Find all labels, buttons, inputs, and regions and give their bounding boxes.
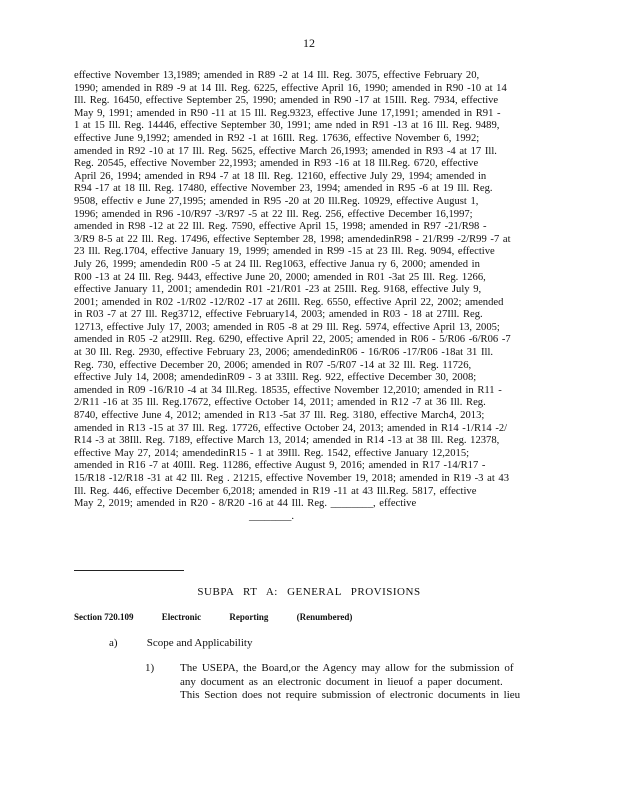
history-line: amended in R05 -2 at29Ill. Reg. 6290, effective April 22, 2005; amended in R06 - 5/R06 -6/R06 -7 bbox=[74, 334, 511, 346]
history-line: Reg. 20545, effective November 22,1993; amended in R93 -16 at 18 Ill.Reg. 6720, effective bbox=[74, 158, 479, 170]
history-line: amended in R09 -16/R10 -4 at 34 Ill.Reg. 18535, effective November 12,2010; amended in R11 - bbox=[74, 384, 502, 396]
subpart-title: SUBPA RT A: GENERAL PROVISIONS bbox=[197, 586, 421, 598]
history-line: amended in R92 -10 at 17 Ill. Reg. 5625, effective March 26,1993; amended in R93 -4 at 17 Ill. bbox=[74, 145, 497, 157]
subsection-a-title: Scope and Applicability bbox=[146, 637, 253, 649]
history-line: 1996; amended in R96 -10/R97 -3/R97 -5 at 22 Ill. Reg. 256, effective December 16,1997; bbox=[74, 208, 473, 220]
history-line: 1990; amended in R89 -9 at 14 Ill. Reg. 6225, effective April 16, 1990; amended in R90 -10 at 14 bbox=[74, 82, 507, 94]
history-line: 2/R11 -16 at 35 Ill. Reg.17672, effective October 14, 2011; amended in R12 -7 at 36 Ill. Reg. bbox=[74, 397, 486, 409]
history-line: 1 at 15 Ill. Reg. 14446, effective September 30, 1991; ame nded in R91 -13 at 16 Ill. Reg. 9489, bbox=[74, 120, 500, 132]
history-line: April 26, 1994; amended in R94 -7 at 18 Ill. Reg. 12160, effective July 29, 1994; amended in bbox=[74, 170, 487, 182]
section-name-1: Electronic bbox=[161, 612, 202, 622]
history-line: at 30 Ill. Reg. 2930, effective February 23, 2006; amendedinR06 - 16/R06 -17/R06 -18at 31 Ill. bbox=[74, 347, 494, 359]
history-line: amended in R98 -12 at 22 Ill. Reg. 7590, effective April 15, 1998; amended in R97 -21/R98 - bbox=[74, 221, 487, 233]
subsection-a bbox=[109, 637, 252, 649]
history-line: July 26, 1999; amendedin R00 -5 at 24 Ill. Reg1063, effective Janua ry 6, 2000; amended in bbox=[74, 258, 480, 270]
history-line: effective November 13,1989; amended in R89 -2 at 14 Ill. Reg. 3075, effective February 20, bbox=[74, 70, 480, 81]
history-line: in R03 -7 at 27 Ill. Reg3712, effective February14, 2003; amended in R03 - 18 at 27Ill. Reg. bbox=[74, 309, 483, 321]
history-line: May 9, 1991; amended in R90 -11 at 15 Ill. Reg.9323, effective June 17,1991; amended in R91 - bbox=[74, 107, 501, 119]
history-line: Ill. Reg. 446, effective December 6,2018; amended in R19 -11 at 43 Ill.Reg. 5817, effective bbox=[74, 485, 477, 497]
history-line: effective July 14, 2008; amendedinR09 - 3 at 33Ill. Reg. 922, effective December 30, 2008; bbox=[74, 372, 477, 384]
history-line: Reg. 730, effective December 20, 2006; amended in R07 -5/R07 -14 at 32 Ill. Reg. 11726, bbox=[74, 359, 472, 371]
history-line: R94 -17 at 18 Ill. Reg. 17480, effective November 23, 1994; amended in R95 -6 at 19 Ill. Reg. bbox=[74, 183, 493, 195]
item-1-line: The USEPA, the Board,or the Agency may allow for the submission of bbox=[180, 662, 514, 674]
history-line: effective May 27, 2014; amendedinR15 - 1 at 39Ill. Reg. 1542, effective January 12,2015; bbox=[74, 447, 470, 459]
history-line: 3/R9 8-5 at 22 Ill. Reg. 17496, effective September 28, 1998; amendedinR98 - 21/R99 -2/R99 -7 at bbox=[74, 233, 511, 245]
history-line: 15/R18 -12/R18 -31 at 42 Ill. Reg . 21215, effective November 19, 2018; amended in R19 -3 at 43 bbox=[74, 473, 510, 484]
history-line: effective January 11, 2001; amendedin R01 -21/R01 -23 at 25Ill. Reg. 9168, effective July 9, bbox=[74, 284, 482, 296]
history-line: May 2, 2019; amended in R20 - 8/R20 -16 at 44 Ill. Reg. ________, effective bbox=[74, 498, 417, 510]
history-line: R00 -13 at 24 Ill. Reg. 9443, effective June 20, 2000; amended in R01 -3at 25 Ill. Reg. 1266, bbox=[74, 271, 486, 283]
history-line: 9508, effectiv e June 27,1995; amended in R95 -20 at 20 Ill.Reg. 10929, effective August 1, bbox=[74, 195, 479, 207]
item-1-text bbox=[180, 662, 530, 703]
history-line: amended in R16 -7 at 40Ill. Reg. 11286, effective August 9, 2016; amended in R17 -14/R17 - bbox=[74, 460, 486, 472]
page-number: 12 bbox=[303, 36, 315, 50]
footnote-rule bbox=[74, 570, 184, 571]
history-line: 12713, effective July 17, 2003; amended in R05 -8 at 29 Ill. Reg. 5974, effective April 13, 2005; bbox=[74, 321, 500, 333]
item-1-line: This Section does not require submission of electronic documents in lieu bbox=[180, 689, 521, 701]
section-heading bbox=[74, 612, 544, 622]
history-line: Ill. Reg. 16450, effective September 25, 1990; amended in R90 -17 at 15Ill. Reg. 7934, effective bbox=[74, 95, 499, 107]
history-line: amended in R13 -15 at 37 Ill. Reg. 17726, effective October 24, 2013; amended in R14 -1/R14 -2/ bbox=[74, 422, 508, 434]
section-note: (Renumbered) bbox=[296, 612, 353, 622]
section-number: Section 720.109 bbox=[74, 612, 134, 622]
subsection-a-marker: a) bbox=[109, 637, 118, 649]
item-1-marker: 1) bbox=[145, 662, 155, 674]
history-line: effective June 9,1992; amended in R92 -1 at 16Ill. Reg. 17636, effective November 6, 1992; bbox=[74, 132, 480, 144]
history-line: 2001; amended in R02 -1/R02 -12/R02 -17 at 26Ill. Reg. 6550, effective April 22, 2002; amended bbox=[74, 296, 504, 308]
history-trailing-blank: ________. bbox=[249, 510, 295, 522]
section-name-2: Reporting bbox=[229, 612, 269, 622]
history-note bbox=[74, 70, 544, 523]
history-line: 23 Ill. Reg.1704, effective January 19, 1999; amended in R99 -15 at 23 Ill. Reg. 9094, effective bbox=[74, 246, 495, 258]
history-line: 8740, effective June 4, 2012; amended in R13 -5at 37 Ill. Reg. 3180, effective March4, 2013; bbox=[74, 410, 485, 422]
item-1-line: any document as an electronic document in lieuof a paper document. bbox=[180, 675, 503, 688]
history-line: R14 -3 at 38Ill. Reg. 7189, effective March 13, 2014; amended in R14 -13 at 38 Ill. Reg. 12378, bbox=[74, 435, 500, 447]
